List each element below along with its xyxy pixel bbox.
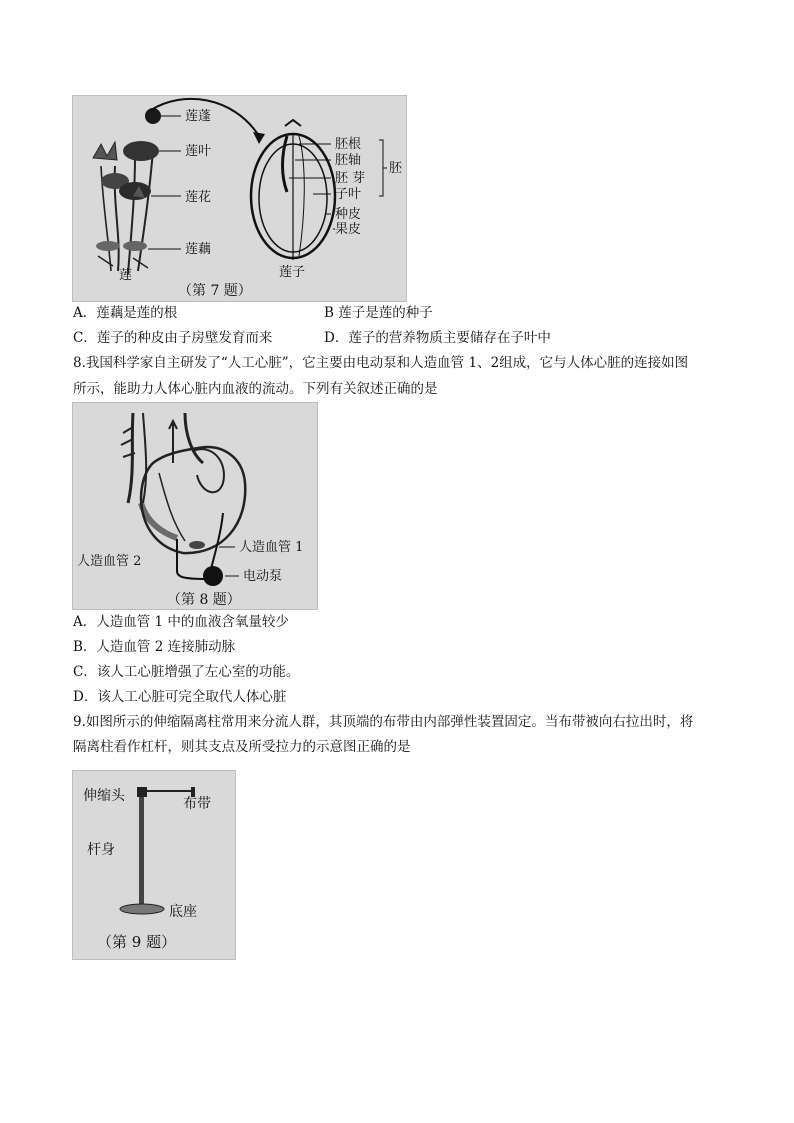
q8-option-a[interactable]: A．人造血管 1 中的血液含氧量较少 [73,614,289,630]
label-retractable-head: 伸缩头 [83,788,125,804]
label-base: 底座 [169,904,197,920]
label-seed-coat: 种皮 [335,207,362,222]
q8-option-b[interactable]: B．人造血管 2 连接肺动脉 [73,639,236,655]
q7-option-b[interactable]: B 莲子是莲的种子 [324,305,433,321]
label-pericarp: 果皮 [335,222,362,237]
label-lotus-pod: 莲蓬 [185,109,212,124]
label-lotus-leaf: 莲叶 [185,144,212,159]
label-lotus: 莲 [119,268,133,283]
label-electric-pump: 电动泵 [243,569,283,584]
label-lotus-seed: 莲子 [279,265,306,280]
label-radicle: 胚根 [335,137,362,152]
label-artificial-vessel-1: 人造血管 1 [239,540,304,555]
q7-figure-caption: （第 7 题） [178,283,252,299]
q8-option-d[interactable]: D．该人工心脏可完全取代人体心脏 [73,689,287,705]
q9-figure [72,770,236,960]
label-cotyledon: 子叶 [335,187,362,202]
label-hypocotyl: 胚轴 [335,153,362,168]
label-artificial-vessel-2: 人造血管 2 [77,554,142,569]
q7-option-a[interactable]: A．莲藕是莲的根 [73,305,178,321]
q7-figure [72,95,407,302]
q8-option-c[interactable]: C．该人工心脏增强了左心室的功能。 [73,664,300,680]
label-pole-body: 杆身 [87,842,115,858]
label-plumule: 胚 芽 [335,171,366,186]
q8-stem-line2: 所示，能助力人体心脏内血液的流动。下列有关叙述正确的是 [73,381,438,397]
q7-option-d[interactable]: D．莲子的营养物质主要储存在子叶中 [324,330,551,346]
q9-figure-caption: （第 9 题） [97,933,177,951]
label-lotus-root: 莲藕 [185,242,212,257]
label-lotus-flower: 莲花 [185,190,212,205]
q8-figure-caption: （第 8 题） [167,592,241,608]
q9-stem-line1: 9.如图所示的伸缩隔离柱常用来分流人群，其顶端的布带由内部弹性装置固定。当布带被向右拉出时，将 [73,714,694,730]
q7-option-c[interactable]: C．莲子的种皮由子房壁发育而来 [73,330,273,346]
q8-figure [72,402,318,610]
q9-stem-line2: 隔离柱看作杠杆，则其支点及所受拉力的示意图正确的是 [73,739,411,755]
label-belt: 布带 [183,796,211,812]
q8-stem-line1: 8.我国科学家自主研发了“人工心脏”，它主要由电动泵和人造血管 1、2组成，它与人体心脏的连接如图 [73,355,689,371]
label-embryo: 胚 [389,161,403,176]
